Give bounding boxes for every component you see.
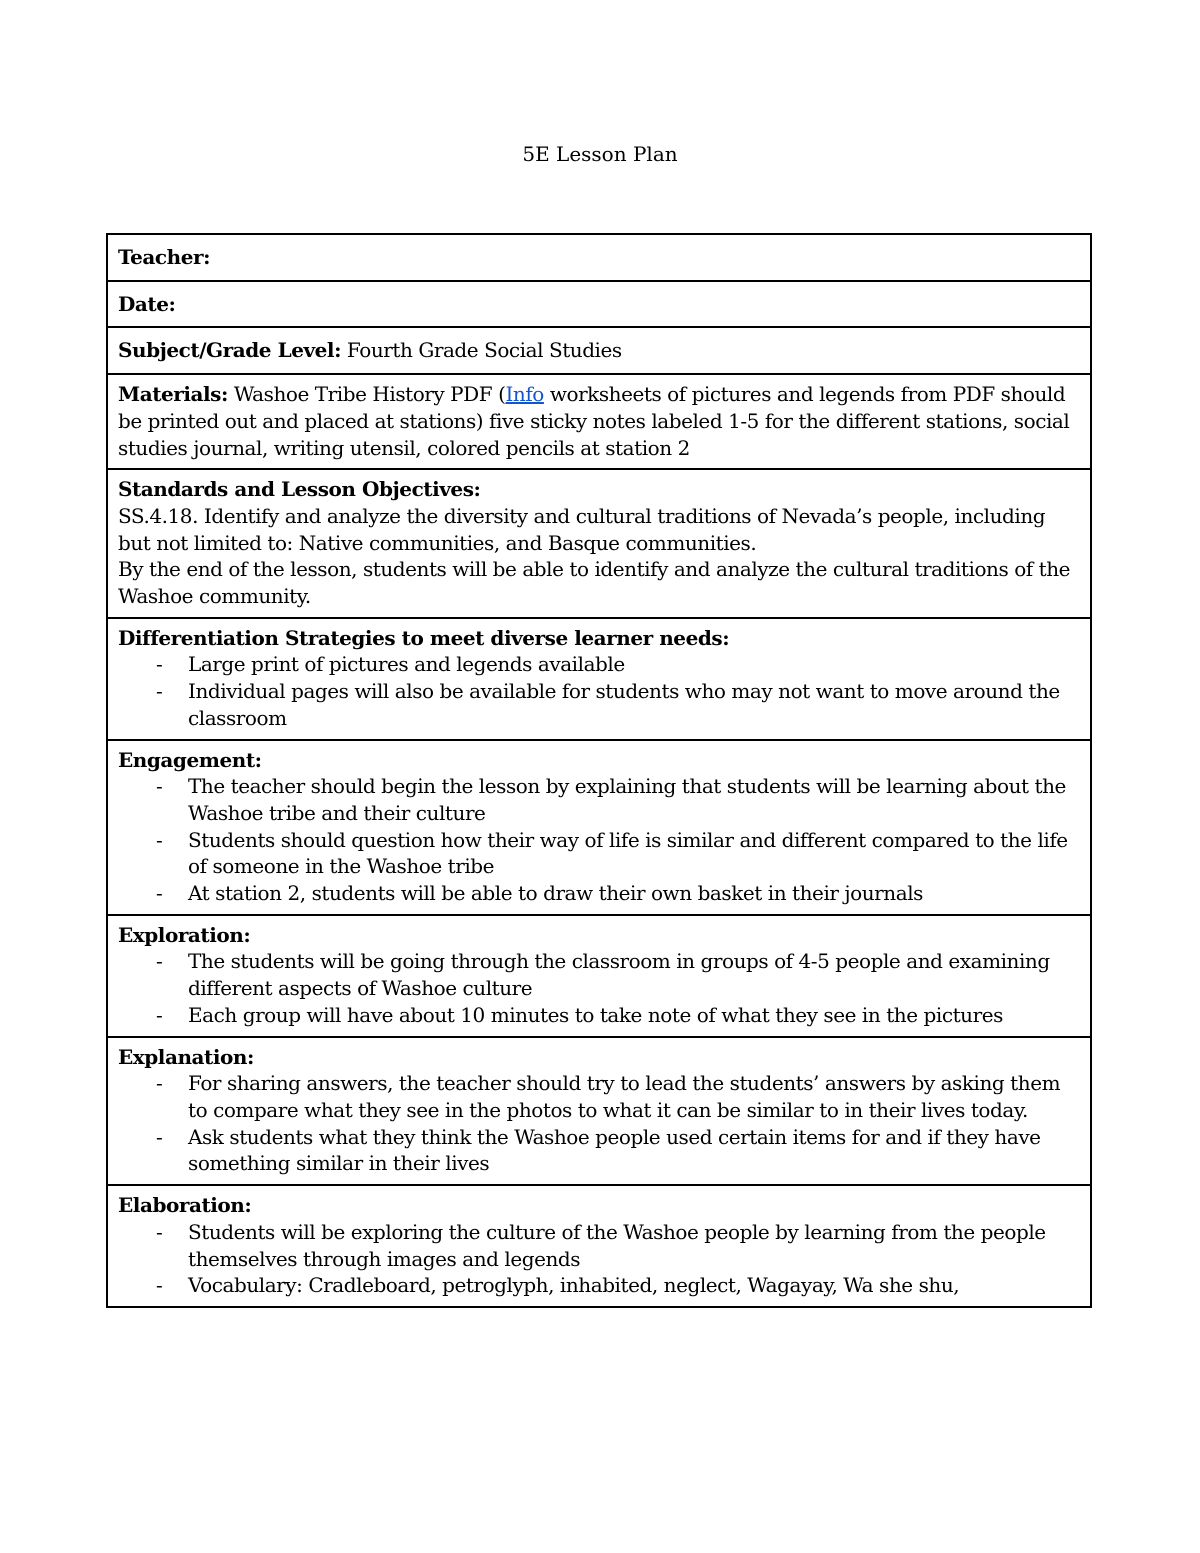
list-item-text: Students should question how their way of life is similar and different compared to the life of someone in the Washoe tribe	[188, 827, 1068, 879]
engagement-label: Engagement:	[118, 747, 262, 772]
bullet-marker: -	[156, 679, 163, 704]
list-item-text: The students will be going through the classroom in groups of 4-5 people and examining different aspects of Washoe culture	[188, 949, 1050, 1001]
exploration-label: Exploration:	[118, 922, 251, 947]
list-item	[118, 880, 1080, 907]
exploration-list	[118, 948, 1080, 1028]
list-item	[118, 1002, 1080, 1029]
materials-row	[108, 373, 1090, 468]
materials-text-before: Washoe Tribe History PDF (	[227, 382, 506, 407]
list-item	[118, 1070, 1080, 1123]
subject-value: Fourth Grade Social Studies	[341, 338, 622, 363]
list-item-text: At station 2, students will be able to draw their own basket in their journals	[188, 881, 923, 906]
info-link[interactable]: Info	[505, 382, 544, 407]
bullet-marker: -	[156, 652, 163, 677]
teacher-row	[108, 235, 1090, 280]
list-item-text: For sharing answers, the teacher should try to lead the students’ answers by asking them to compare what they see in the photos to what it can be similar to in their lives today.	[188, 1071, 1061, 1122]
bullet-marker: -	[156, 1002, 163, 1027]
differentiation-list	[118, 651, 1080, 731]
list-item	[118, 678, 1080, 731]
list-item	[118, 773, 1080, 826]
list-item-text: Students will be exploring the culture of the Washoe people by learning from the people themselves through images and legends	[188, 1219, 1046, 1271]
subject-row	[108, 326, 1090, 373]
bullet-marker: -	[156, 949, 163, 974]
bullet-marker: -	[156, 1273, 163, 1298]
bullet-marker: -	[156, 1071, 163, 1096]
materials-label: Materials:	[118, 382, 228, 407]
bullet-marker: -	[156, 881, 163, 906]
date-row	[108, 280, 1090, 327]
explanation-row	[108, 1036, 1090, 1185]
bullet-marker: -	[156, 774, 163, 799]
page-title: 5E Lesson Plan	[522, 142, 678, 166]
list-item	[118, 1124, 1080, 1177]
teacher-label: Teacher:	[118, 245, 211, 269]
list-item	[118, 1219, 1080, 1272]
differentiation-label: Differentiation Strategies to meet diverse learner needs:	[118, 625, 730, 650]
lesson-plan-table	[106, 233, 1092, 1308]
elaboration-row	[108, 1184, 1090, 1306]
standards-label: Standards and Lesson Objectives:	[118, 477, 481, 502]
list-item	[118, 1272, 1080, 1299]
standard-text: SS.4.18. Identify and analyze the diversity and cultural traditions of Nevada’s people, including but not limited to: Native communities, and Basque communities.	[118, 503, 1046, 555]
exploration-row	[108, 914, 1090, 1036]
list-item-text: Individual pages will also be available for students who may not want to move around the classroom	[188, 679, 1060, 730]
list-item	[118, 827, 1080, 880]
engagement-row	[108, 739, 1090, 914]
list-item	[118, 651, 1080, 678]
explanation-label: Explanation:	[118, 1044, 254, 1069]
subject-label: Subject/Grade Level:	[118, 338, 342, 363]
list-item-text: Each group will have about 10 minutes to take note of what they see in the pictures	[188, 1002, 1003, 1027]
standards-row	[108, 468, 1090, 617]
list-item-text: Large print of pictures and legends available	[188, 652, 625, 677]
differentiation-row	[108, 617, 1090, 739]
list-item-text: The teacher should begin the lesson by explaining that students will be learning about the Washoe tribe and their culture	[188, 774, 1066, 825]
list-item-text: Vocabulary: Cradleboard, petroglyph, inhabited, neglect, Wagayay, Wa she shu,	[188, 1273, 960, 1298]
explanation-list	[118, 1070, 1080, 1177]
elaboration-label: Elaboration:	[118, 1193, 252, 1218]
engagement-list	[118, 773, 1080, 907]
list-item-text: Ask students what they think the Washoe people used certain items for and if they have something similar in their lives	[188, 1124, 1041, 1176]
bullet-marker: -	[156, 827, 163, 852]
elaboration-list	[118, 1219, 1080, 1299]
list-item	[118, 948, 1080, 1001]
bullet-marker: -	[156, 1219, 163, 1244]
date-label: Date:	[118, 291, 176, 316]
objective-text: By the end of the lesson, students will be able to identify and analyze the cultural traditions of the Washoe community.	[118, 557, 1071, 609]
materials-text-after: worksheets of pictures and legends from PDF should be printed out and placed at stations) five sticky notes labeled 1-5 for the different stations, social studies journal, writing utensil, colored pencils at station 2	[118, 382, 1070, 460]
bullet-marker: -	[156, 1124, 163, 1149]
